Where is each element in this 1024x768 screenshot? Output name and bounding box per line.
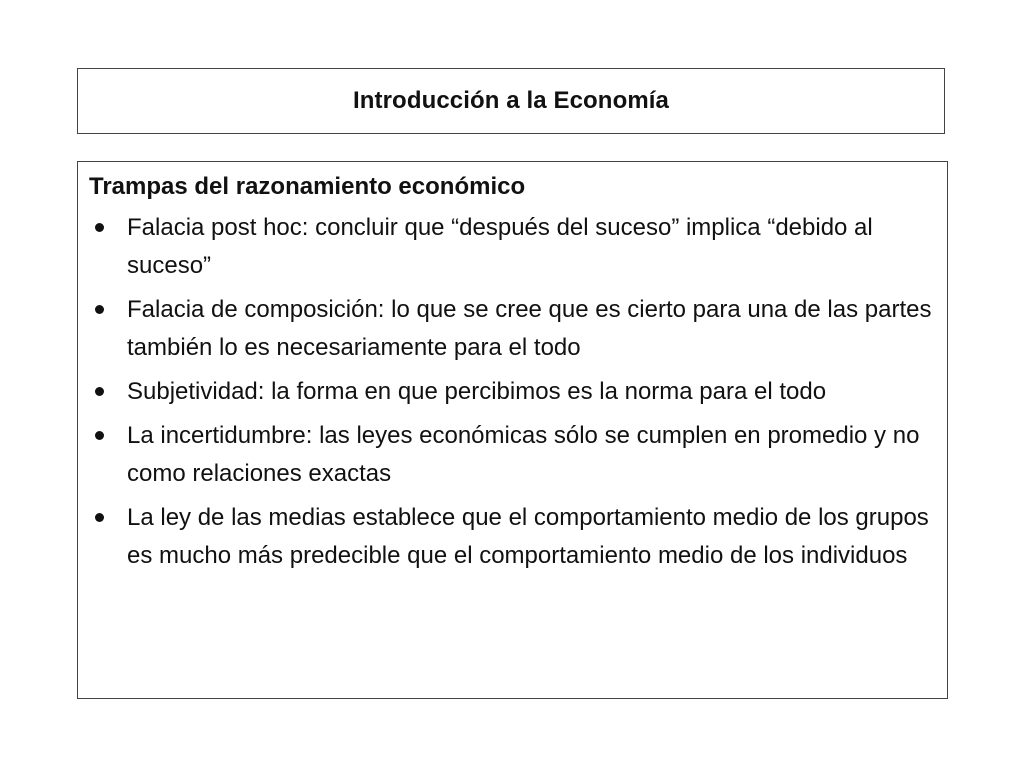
list-item [89,209,937,285]
title-box [77,68,945,134]
bullet-icon [95,223,104,232]
list-item [89,499,937,575]
bullet-list [89,209,937,575]
content-box [77,161,948,699]
section-heading: Trampas del razonamiento económico [89,173,526,200]
list-item [89,291,937,367]
list-item [89,373,937,411]
bullet-icon [95,305,104,314]
page-title: Introducción a la Economía [353,87,669,114]
list-item-text: La incertidumbre: las leyes económicas sólo se cumplen en promedio y no como relaciones exactas [127,422,920,487]
list-item-text: Falacia post hoc: concluir que “después del suceso” implica “debido al suceso” [127,214,873,279]
list-item [89,417,937,493]
bullet-icon [95,513,104,522]
bullet-icon [95,387,104,396]
bullet-icon [95,431,104,440]
list-item-text: Subjetividad: la forma en que percibimos es la norma para el todo [127,378,827,405]
list-item-text: La ley de las medias establece que el comportamiento medio de los grupos es mucho más predecible que el comportamiento medio de los individuos [127,504,929,569]
list-item-text: Falacia de composición: lo que se cree que es cierto para una de las partes también lo es necesariamente para el todo [127,296,932,361]
